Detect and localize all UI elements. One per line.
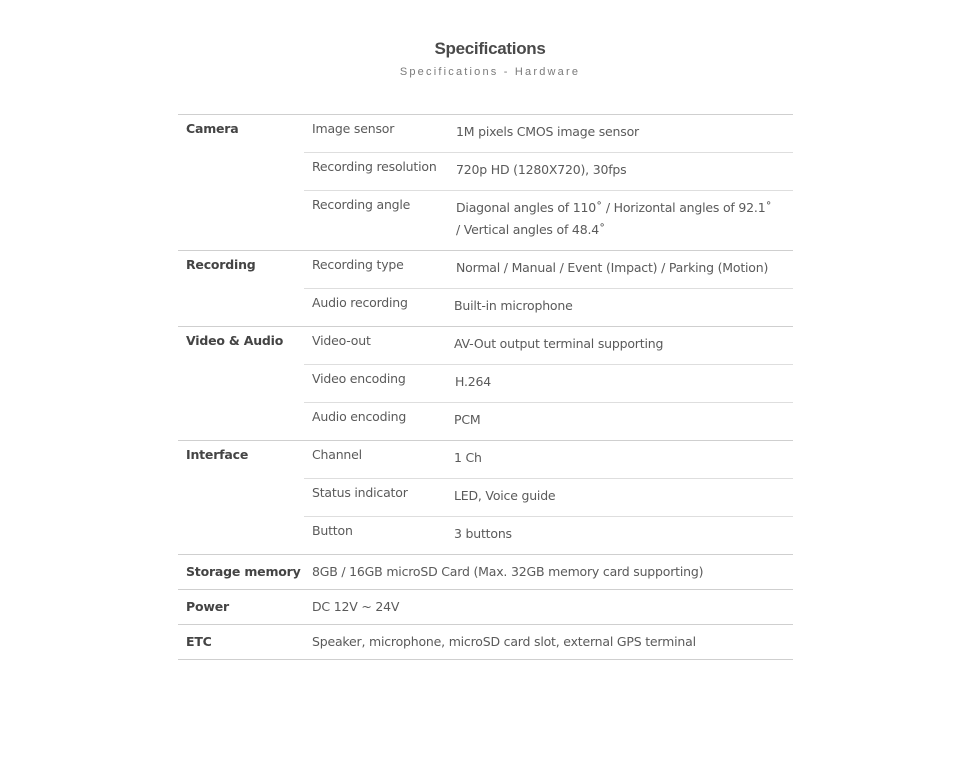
spec-group-etc [178, 625, 793, 660]
spec-row [304, 514, 793, 554]
spec-row [304, 362, 793, 403]
spec-value: 1 Ch [454, 450, 482, 465]
spec-value: 3 buttons [454, 526, 512, 541]
spec-row [304, 476, 793, 517]
spec-value: 1M pixels CMOS image sensor [456, 124, 639, 139]
spec-table [178, 114, 793, 660]
spec-label: Recording angle [312, 197, 411, 212]
spec-label: Image sensor [312, 121, 395, 136]
spec-row [304, 188, 793, 250]
spec-label: Video encoding [312, 371, 406, 386]
spec-label: Video-out [312, 333, 371, 348]
spec-value: LED, Voice guide [454, 488, 556, 503]
spec-row [304, 324, 793, 365]
spec-value: H.264 [455, 374, 492, 389]
spec-row [304, 286, 793, 326]
category-label: Power [186, 599, 229, 614]
spec-label: Audio encoding [312, 409, 407, 424]
category-label: Recording [186, 257, 256, 272]
spec-label: Recording resolution [312, 159, 437, 174]
spec-label: Button [312, 523, 353, 538]
spec-row [304, 438, 793, 479]
spec-label: Status indicator [312, 485, 408, 500]
category-label: Storage memory [186, 564, 301, 579]
spec-label: Audio recording [312, 295, 408, 310]
spec-row [304, 248, 793, 289]
spec-value: Speaker, microphone, microSD card slot, external GPS terminal [312, 634, 696, 649]
page-header [0, 38, 970, 79]
spec-group-video-audio [178, 324, 793, 441]
spec-value: 720p HD (1280X720), 30fps [456, 162, 627, 177]
spec-value: DC 12V ~ 24V [312, 599, 400, 614]
spec-label: Recording type [312, 257, 404, 272]
spec-value: Built-in microphone [454, 298, 573, 313]
spec-group-interface [178, 438, 793, 555]
spec-value: Diagonal angles of 110˚ / Horizontal angles of 92.1˚ / Vertical angles of 48.4˚ [456, 200, 772, 237]
spec-label: Channel [312, 447, 362, 462]
spec-value: Normal / Manual / Event (Impact) / Parking (Motion) [456, 260, 769, 275]
spec-value: PCM [454, 412, 481, 427]
spec-row [304, 112, 793, 153]
spec-group-storage [178, 555, 793, 590]
spec-row [304, 400, 793, 440]
page-subtitle: Specifications - Hardware [399, 66, 581, 78]
spec-group-recording [178, 248, 793, 327]
category-label: Video & Audio [186, 333, 284, 348]
page-title: Specifications [434, 39, 546, 58]
spec-value: AV-Out output terminal supporting [454, 336, 664, 351]
spec-row [304, 150, 793, 191]
category-label: Camera [186, 121, 239, 136]
spec-value: 8GB / 16GB microSD Card (Max. 32GB memory card supporting) [312, 564, 704, 579]
spec-group-camera [178, 112, 793, 251]
category-label: ETC [186, 634, 212, 649]
spec-group-power [178, 590, 793, 625]
category-label: Interface [186, 447, 249, 462]
